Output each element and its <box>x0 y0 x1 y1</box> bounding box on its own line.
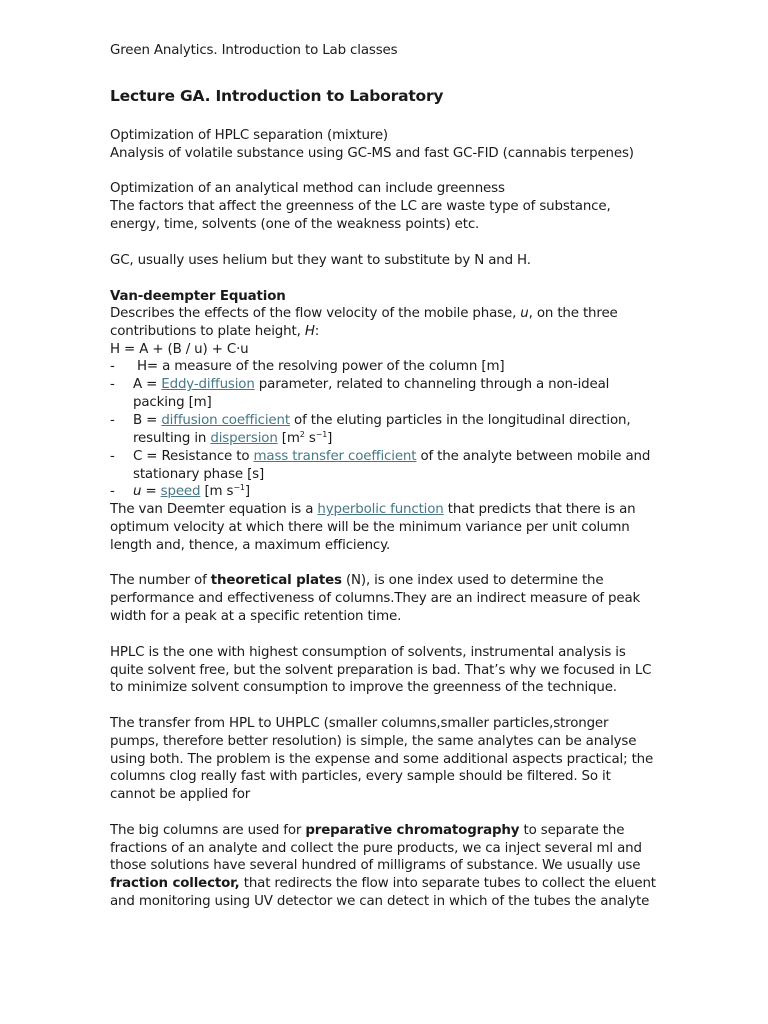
vd-description-line-2: contributions to plate height, H: <box>110 324 320 339</box>
uhplc-line-4: columns clog really fast with particles, every sample should be filtered. So it <box>110 769 611 784</box>
intro-line-1: Optimization of HPLC separation (mixture) <box>110 128 389 143</box>
list-item-b-cont: resulting in dispersion [$m^2$ $s^{-1}$] <box>133 430 333 446</box>
diffusion-coefficient-link[interactable]: diffusion coefficient <box>161 413 290 428</box>
green-line-2: The factors that affect the greenness of the LC are waste type of substance, <box>110 199 611 214</box>
prep-line-1: The big columns are used for preparative chromatography to separate the <box>110 823 625 838</box>
intro-line-2: Analysis of volatile substance using GC-MS and fast GC-FID (cannabis terpenes) <box>110 146 634 161</box>
mass-transfer-link[interactable]: mass transfer coefficient <box>253 449 417 464</box>
hplc-line-2: quite solvent free, but the solvent preparation is bad. That’s why we focused in LC <box>110 663 652 678</box>
prep-line-4: fraction collector, that redirects the flow into separate tubes to collect the eluent <box>110 876 656 891</box>
green-line-1: Optimization of an analytical method can include greenness <box>110 181 505 196</box>
vd-paragraph-line-3: length and, thence, a maximum efficiency. <box>110 538 391 553</box>
prep-line-2: fractions of an analyte and collect the pure products, we ca inject several ml and <box>110 841 642 856</box>
hplc-line-1: HPLC is the one with highest consumption of solvents, instrumental analysis is <box>110 645 626 660</box>
gc-paragraph: GC, usually uses helium but they want to substitute by N and H. <box>110 253 531 268</box>
page-title: Lecture GA. Introduction to Laboratory <box>110 87 444 105</box>
uhplc-line-5: cannot be applied for <box>110 787 251 802</box>
uhplc-line-1: The transfer from HPL to UHPLC (smaller columns,smaller particles,stronger <box>110 716 609 731</box>
vd-paragraph-line-1: The van Deemter equation is a hyperbolic function that predicts that there is an <box>110 502 636 517</box>
eddy-diffusion-link[interactable]: Eddy-diffusion <box>161 377 255 392</box>
prep-line-5: and monitoring using UV detector we can detect in which of the tubes the analyte <box>110 894 650 909</box>
hplc-line-3: to minimize solvent consumption to improve the greenness of the technique. <box>110 680 617 695</box>
vd-paragraph-line-2: optimum velocity at which there will be the minimum variance per unit column <box>110 520 630 535</box>
plates-line-1: The number of theoretical plates (N), is one index used to determine the <box>110 573 604 588</box>
uhplc-line-3: using both. The problem is the expense and some additional aspects practical; the <box>110 752 654 767</box>
green-line-3: energy, time, solvents (one of the weakness points) etc. <box>110 217 480 232</box>
vd-equation: H = A + (B / u) + C·u <box>110 342 249 357</box>
hyperbolic-function-link[interactable]: hyperbolic function <box>317 502 444 517</box>
list-item-c-cont: stationary phase [s] <box>133 467 265 482</box>
document-header: Green Analytics. Introduction to Lab classes <box>110 43 398 58</box>
plates-line-2: performance and effectiveness of columns.They are an indirect measure of peak <box>110 591 641 606</box>
uhplc-line-2: pumps, therefore better resolution) is simple, the same analytes can be analyse <box>110 734 637 749</box>
speed-link[interactable]: speed <box>160 484 201 499</box>
list-item-a-cont: packing [m] <box>133 395 212 410</box>
vd-description-line-1: Describes the effects of the flow velocity of the mobile phase, u, on the three <box>110 306 618 321</box>
dispersion-link[interactable]: dispersion <box>210 431 278 446</box>
van-deemter-heading: Van-deempter Equation <box>110 289 286 304</box>
plates-line-3: width for a peak at a specific retention time. <box>110 609 402 624</box>
prep-line-3: those solutions have several hundred of milligrams of substance. We usually use <box>110 858 641 873</box>
